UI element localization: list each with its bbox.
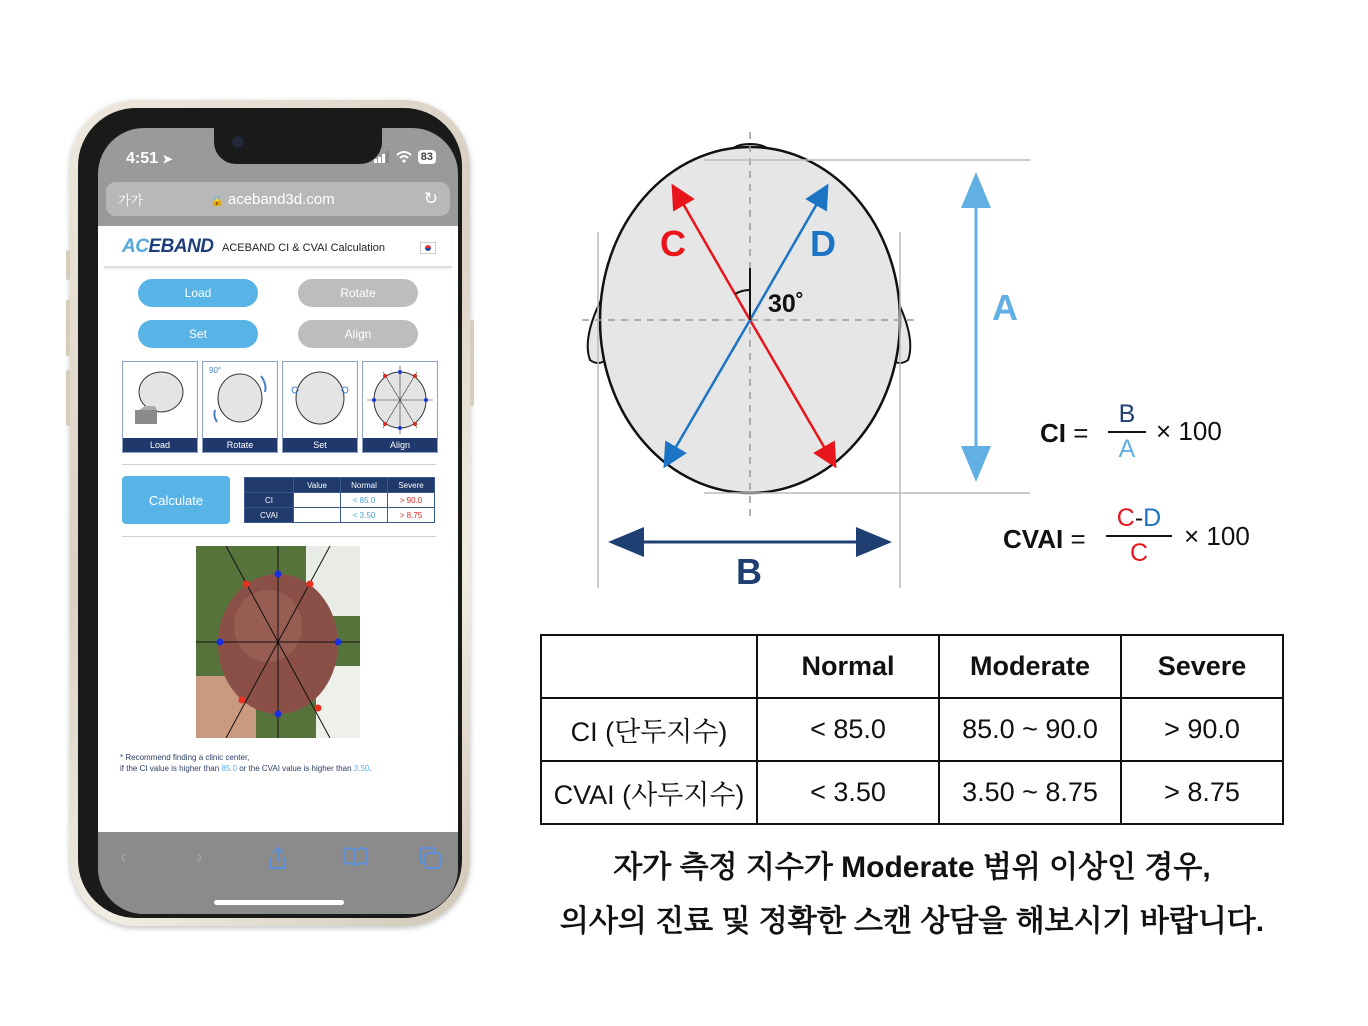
power-button <box>470 320 474 406</box>
phone-bezel <box>78 108 462 918</box>
set-button[interactable]: Set <box>138 320 258 348</box>
divider <box>122 536 436 537</box>
head-photo[interactable] <box>196 546 360 738</box>
normal-cell: < 85.0 <box>757 698 939 761</box>
label-b: B <box>736 551 762 592</box>
url-label: aceband3d.com <box>227 190 335 208</box>
clinic-note <box>120 752 372 774</box>
table-row <box>541 761 1283 824</box>
normal-cell: < 3.50 <box>341 508 388 523</box>
korean-flag-icon[interactable] <box>420 242 436 254</box>
normal-cell: < 85.0 <box>341 493 388 508</box>
table-header <box>541 635 757 698</box>
mute-switch <box>66 250 70 280</box>
set-thumbnail[interactable] <box>282 361 358 453</box>
wifi-icon <box>396 151 412 163</box>
note-text: or the CVAI value is higher than <box>236 764 354 773</box>
severe-cell: > 90.0 <box>388 493 435 508</box>
cvai-formula-name: CVAI <box>1003 524 1064 554</box>
back-icon[interactable]: ‹ <box>120 846 127 868</box>
note-line-1: * Recommend finding a clinic center, <box>120 753 250 762</box>
bookmarks-icon[interactable] <box>342 846 368 868</box>
status-icons <box>374 150 436 164</box>
thumbnail-label: Align <box>363 438 437 452</box>
aceband-logo[interactable] <box>122 236 214 258</box>
head-measurement-diagram <box>570 128 1030 598</box>
ci-formula <box>1040 418 1088 449</box>
table-header: Severe <box>1121 635 1283 698</box>
row-label: CVAI <box>245 508 294 523</box>
address-bar[interactable] <box>106 182 450 216</box>
logo-part-ac: AC <box>122 236 149 257</box>
angle-label: 30˚ <box>768 290 805 318</box>
cvai-denominator: C <box>1129 539 1149 567</box>
table-header: Normal <box>757 635 939 698</box>
severe-cell: > 8.75 <box>388 508 435 523</box>
align-button[interactable]: Align <box>298 320 418 348</box>
tabs-icon[interactable] <box>418 846 442 870</box>
rotate-thumbnail[interactable] <box>202 361 278 453</box>
browser-toolbar <box>98 832 458 914</box>
status-time-text: 4:51 <box>126 150 159 167</box>
row-label: CVAI (사두지수) <box>541 761 757 824</box>
reload-icon[interactable]: ↻ <box>423 189 438 208</box>
notch <box>214 128 382 164</box>
note-line-2 <box>120 763 372 774</box>
table-header: Moderate <box>939 635 1121 698</box>
table-header: Value <box>294 478 341 493</box>
num-dash: - <box>1134 504 1144 532</box>
head-photo-image <box>196 546 360 738</box>
ci-numerator: B <box>1118 400 1136 428</box>
thumbnail-label: Rotate <box>203 438 277 452</box>
align-head-icon <box>363 362 437 438</box>
cvai-numerator <box>1106 504 1172 533</box>
text-size-button[interactable]: 가가 <box>118 192 144 208</box>
rotate-button[interactable]: Rotate <box>298 279 418 307</box>
note-cvai-value: 3.50 <box>353 764 370 773</box>
home-indicator[interactable] <box>214 900 344 905</box>
ci-denominator: A <box>1118 435 1136 463</box>
ci-formula-name: CI <box>1040 418 1066 448</box>
table-row <box>245 508 435 523</box>
row-label: CI (단두지수) <box>541 698 757 761</box>
head-outline-icon <box>123 362 197 438</box>
thumbnail-label: Set <box>283 438 357 452</box>
volume-down-button <box>66 370 70 426</box>
camera-icon <box>232 136 244 148</box>
align-thumbnail[interactable] <box>362 361 438 453</box>
site-title: ACEBAND CI & CVAI Calculation <box>222 242 386 254</box>
ci-fraction <box>1108 400 1146 464</box>
table-header: Severe <box>388 478 435 493</box>
signal-icon <box>374 151 390 163</box>
lock-icon: 🔒 <box>210 194 224 207</box>
cvai-fraction <box>1106 504 1172 568</box>
num-c: C <box>1116 504 1135 532</box>
battery-icon: 83 <box>418 150 436 164</box>
forward-icon[interactable]: › <box>196 846 203 868</box>
severe-cell: > 90.0 <box>1121 698 1283 761</box>
moderate-cell: 3.50 ~ 8.75 <box>939 761 1121 824</box>
fraction-bar <box>1106 535 1172 537</box>
severity-header-row <box>541 635 1283 698</box>
table-row <box>541 698 1283 761</box>
severe-cell: > 8.75 <box>1121 761 1283 824</box>
cvai-value-cell <box>294 508 341 523</box>
label-a: A <box>992 287 1018 328</box>
load-thumbnail[interactable] <box>122 361 198 453</box>
logo-part-rest: EBAND <box>148 236 214 257</box>
thumbnail-label: Load <box>123 438 197 452</box>
share-icon[interactable] <box>268 846 288 870</box>
calculate-button[interactable]: Calculate <box>122 476 230 524</box>
equals-sign: = <box>1073 418 1089 448</box>
ci-value-cell <box>294 493 341 508</box>
caption-line-1: 자가 측정 지수가 Moderate 범위 이상인 경우, <box>613 851 1211 884</box>
result-table <box>244 477 435 523</box>
normal-cell: < 3.50 <box>757 761 939 824</box>
cvai-formula <box>1003 524 1086 555</box>
label-d: D <box>810 223 836 264</box>
divider <box>122 464 436 465</box>
load-button[interactable]: Load <box>138 279 258 307</box>
equals-sign: = <box>1070 524 1086 554</box>
set-head-icon <box>283 362 357 438</box>
note-text: . <box>369 764 372 773</box>
phone-frame <box>70 100 470 926</box>
row-label: CI <box>245 493 294 508</box>
label-c: C <box>660 223 686 264</box>
num-d: D <box>1143 504 1162 532</box>
table-header <box>245 478 294 493</box>
table-header-row <box>245 478 435 493</box>
url-text <box>210 191 335 208</box>
cvai-multiplier: × 100 <box>1184 521 1250 551</box>
phone-screen <box>98 128 458 914</box>
table-row <box>245 493 435 508</box>
volume-up-button <box>66 300 70 356</box>
severity-table <box>540 634 1284 825</box>
ci-multiplier: × 100 <box>1156 416 1222 446</box>
moderate-cell: 85.0 ~ 90.0 <box>939 698 1121 761</box>
note-ci-value: 85.0 <box>221 764 237 773</box>
table-header: Normal <box>341 478 388 493</box>
caption-line-2: 의사의 진료 및 정확한 스캔 상담을 해보시기 바랍니다. <box>559 905 1265 938</box>
status-time <box>126 150 173 168</box>
rotate-angle-label: 90° <box>209 366 222 375</box>
web-page <box>98 226 458 832</box>
fraction-bar <box>1108 431 1146 433</box>
location-arrow-icon: ➤ <box>162 152 173 166</box>
site-header <box>104 230 452 268</box>
note-text: if the CI value is higher than <box>120 764 222 773</box>
